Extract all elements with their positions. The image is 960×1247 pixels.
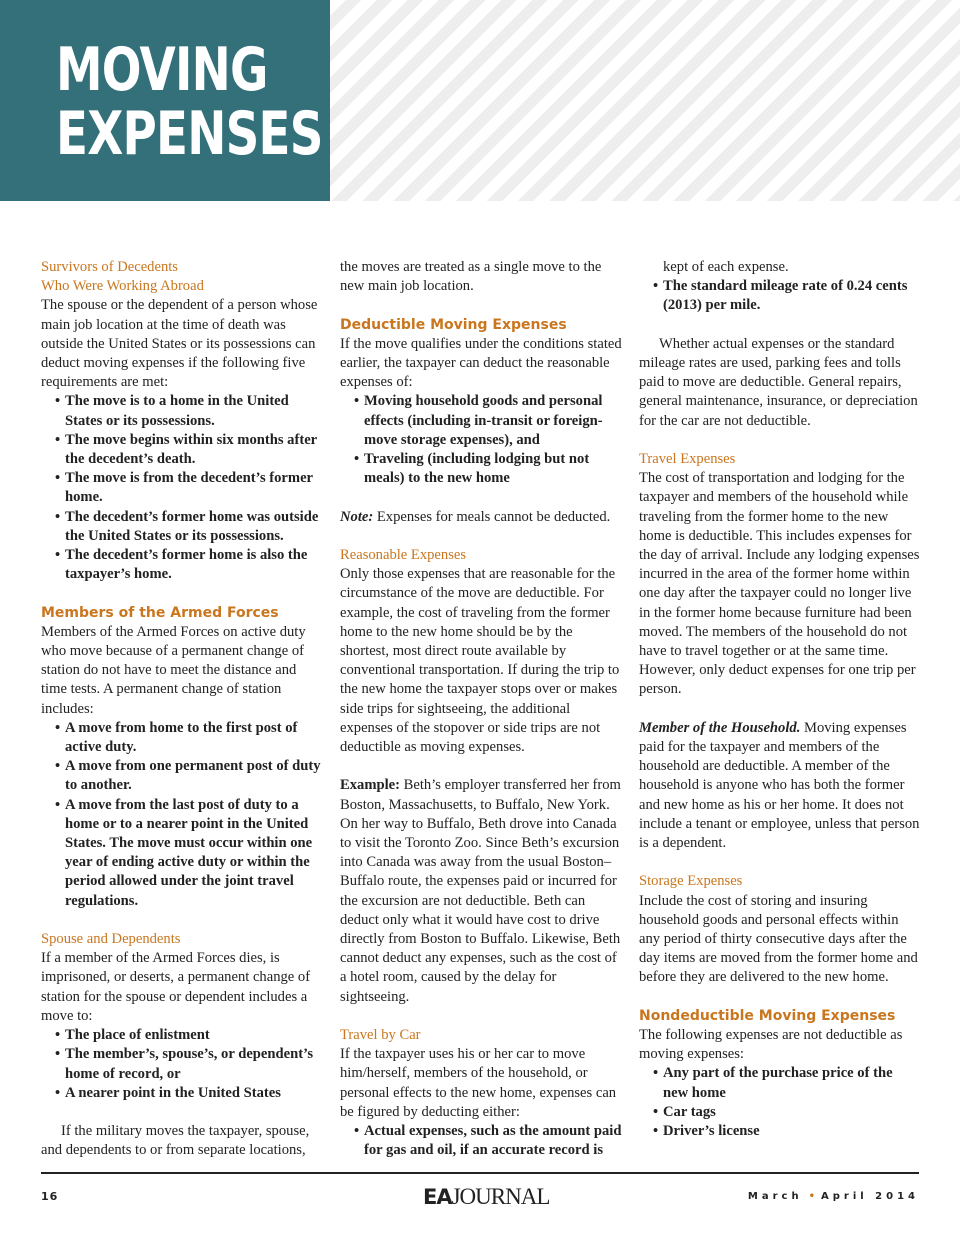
paragraph-continued: the moves are treated as a single move to the new main job location. [340,259,602,295]
list-item: • The place of enlistment [55,1026,323,1045]
paragraph-continued: kept of each expense. [663,259,789,275]
example-paragraph [340,776,622,1006]
title-line-2: EXPENSES [56,99,323,169]
paragraph-spouse-dependents: If a member of the Armed Forces dies, is imprisoned, or deserts, a permanent change of station for the spouse or dependent includes a move to: [41,950,311,1024]
page-number: 16 [41,1190,59,1203]
list-item: • The decedent’s former home is also the taxpayer’s home. [55,546,323,584]
list-travel-by-car [340,1122,622,1160]
heading-storage: Storage Expenses [639,873,743,890]
paragraph-storage: Include the cost of storing and insuring household goods and personal effects within any period of thirty consecutive days after the day items are moved from the former home and before they are delivered to the new home. [639,892,918,986]
list-spouse-dependents [41,1026,323,1103]
list-item: • Car tags [653,1103,921,1122]
member-paragraph [639,719,921,853]
column-3 [639,258,921,1141]
heading-armed-forces: Members of the Armed Forces [41,604,279,621]
heading-survivors-line1: Survivors of Decedents [41,259,178,275]
heading-travel-expenses: Travel Expenses [639,451,736,467]
heading-travel-by-car: Travel by Car [340,1027,421,1044]
title-block [0,0,330,201]
heading-spouse-dependents: Spouse and Dependents [41,931,181,948]
member-label: Member of the Household. [639,719,801,736]
issue-date [748,1191,919,1202]
list-armed-forces [41,719,323,911]
ea-journal-logo [423,1184,549,1210]
paragraph-survivors: The spouse or the dependent of a person whose main job location at the time of death was outside the United States or its possessions can deduct moving expenses if the following five requirements are met: [41,297,318,391]
list-mileage [639,277,921,315]
list-item: • Traveling (including lodging but not meals) to the new home [354,450,622,488]
note-label: Note: [340,508,374,525]
member-text: Moving expenses paid for the taxpayer and members of the household are deductible. A member of the household is anyone who has both the former and new home as his or her home. It does not include a tenant or employee, unless that person is a dependent. [639,719,920,852]
note-paragraph [340,508,622,527]
note-text: Expenses for meals cannot be deducted. [373,508,611,525]
list-item: • Any part of the purchase price of the new home [653,1064,921,1102]
footer-rule [41,1172,919,1174]
header-stripe-pattern [330,0,960,201]
list-item: • The move is to a home in the United States or its possessions. [55,392,323,430]
paragraph-nondeductible: The following expenses are not deductible as moving expenses: [639,1027,903,1063]
list-item: • The decedent’s former home was outside the United States or its possessions. [55,508,323,546]
heading-deductible: Deductible Moving Expenses [340,316,567,333]
list-item: • Driver’s license [653,1122,921,1141]
list-item: • A move from one permanent post of duty to another. [55,757,323,795]
list-item: • A nearer point in the United States [55,1084,323,1103]
list-deductible [340,392,622,488]
list-item: • The member’s, spouse’s, or dependent’s home of record, or [55,1045,323,1083]
example-label: Example: [340,777,400,794]
column-1 [41,258,323,1161]
list-item: • A move from the last post of duty to a home or to a nearer point in the United States. The move must occur within one year of ending active duty or within the period allowed under the joint travel regulations. [55,796,323,911]
heading-reasonable: Reasonable Expenses [340,547,467,563]
paragraph-military-moves: If the military moves the taxpayer, spouse, and dependents to or from separate locations, [41,1123,310,1159]
issue-month2: April 2014 [821,1191,919,1202]
title-line-1: MOVING [56,35,268,105]
paragraph-parking-tolls: Whether actual expenses or the standard mileage rates are used, parking fees and tolls paid to move are deductible. General repairs, general maintenance, insurance, or depreciation for the car are not deductible. [639,335,918,429]
example-text: Beth’s employer transferred her from Boston, Massachusetts, to Buffalo, New York. On her way to Buffalo, Beth drove into Canada to visit the Toronto Zoo. Since Beth’s excursion into Canada was away from the usual Boston–Buffalo route, the expenses paid or incurred for the excursion are not deductible. Beth can deduct only what it would have cost to drive directly from Boston to Buffalo. Likewise, Beth cannot deduct any expenses, such as the cost of a hotel room, caused by the delay for sightseeing. [340,777,621,1005]
issue-month1: March [747,1191,803,1202]
paragraph-armed-forces: Members of the Armed Forces on active duty who move because of a permanent change of station do not have to meet the distance and time tests. A permanent change of station includes: [41,623,306,717]
logo-ea: EA [423,1185,452,1209]
list-nondeductible [639,1064,921,1141]
list-item: • A move from home to the first post of active duty. [55,719,323,757]
issue-separator: • [808,1191,815,1202]
column-2 [340,258,622,1160]
list-item: • Moving household goods and personal effects (including in-transit or foreign-move storage expenses), and [354,392,622,450]
list-item: • The move begins within six months after the decedent’s death. [55,431,323,469]
heading-nondeductible: Nondeductible Moving Expenses [639,1007,896,1024]
logo-journal: JOURNAL [451,1184,550,1209]
paragraph-deductible: If the move qualifies under the conditions stated earlier, the taxpayer can deduct the reasonable expenses of: [340,335,622,391]
paragraph-travel-by-car: If the taxpayer uses his or her car to move him/herself, members of the household, or personal effects to the new home, expenses can be figured by deducting either: [340,1046,617,1120]
heading-survivors-line2: Who Were Working Abroad [41,278,204,295]
list-survivors [41,392,323,584]
paragraph-reasonable: Only those expenses that are reasonable for the circumstance of the move are deductible. For example, the cost of traveling from the former home to the new home should be by the shortest, most direct route available by conventional transportation. If during the trip to the new home the taxpayer stops over or makes side trips for sightseeing, the additional expenses of the stopover or side trips are not deductible as moving expenses. [340,566,620,756]
list-item: • Actual expenses, such as the amount paid for gas and oil, if an accurate record is [354,1122,622,1160]
list-item: • The move is from the decedent’s former home. [55,469,323,507]
list-item: • The standard mileage rate of 0.24 cents (2013) per mile. [653,277,921,315]
paragraph-travel-expenses: The cost of transportation and lodging for the taxpayer and members of the household while traveling from the former home to the new home is deductible. This includes expenses for the day of arrival. Include any lodging expenses incurred in the area of the former home within one day after the taxpayer could no longer live in the former home because furniture had been moved. The members of the household do not have to travel together or at the same time. However, only deduct expenses for one trip per person. [639,470,920,698]
